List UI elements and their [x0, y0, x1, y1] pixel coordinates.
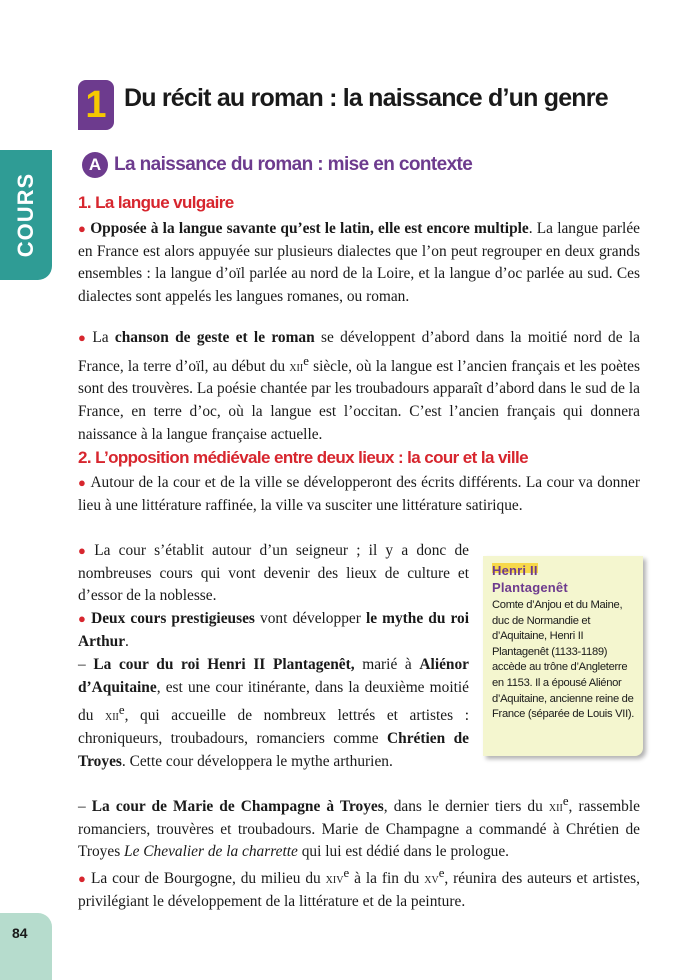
p1-text: . La langue parlée en France est alors appuyée sur plusieurs dialectes que l’on peut regrouper en deux grands ensembles : la langue d’oïl parlée au nord de la Loire, et la langue d’oc parlée au sud. Ces dialectes sont appelés les langues romanes, ou roman. — [78, 220, 640, 305]
p6-text3: , qui accueille de nombreux lettrés et artistes : chroniqueurs, troubadours, romanciers comme — [78, 707, 469, 747]
p6-dash: – — [78, 656, 94, 673]
section-letter: A — [88, 155, 102, 174]
paragraph-5 — [78, 608, 469, 653]
infobox-title-line1: Henri II — [492, 563, 538, 578]
p7-bold1: La cour de Marie de Champagne à Troyes — [91, 798, 384, 816]
p8-text1: La cour de Bourgogne, du milieu du — [90, 870, 326, 888]
bullet-icon: ● — [78, 543, 91, 558]
chapter-number: 1 — [85, 83, 107, 126]
p6-bold2: Aliénor d’Aquitaine — [78, 656, 470, 696]
page-number: 84 — [12, 925, 28, 941]
p8-sup2: e — [438, 866, 445, 880]
p8-century2: xv — [424, 871, 439, 888]
paragraph-2 — [78, 327, 640, 446]
section-title: La naissance du roman : mise en contexte — [114, 154, 473, 175]
infobox-text: Comte d’Anjou et du Maine, duc de Normandie et d’Aquitaine, Henri II Plantagenêt (1133-1189) accède au trône d’Angleterre en 1153. Il a épousé Aliénor d’Aquitaine, ancienne reine de France (séparée de Louis VII). — [492, 599, 635, 721]
paragraph-7 — [78, 790, 640, 864]
p2-text1: se développent d’abord dans la moitié nord de la France, la terre d’oïl, au début du — [78, 329, 640, 375]
p6-text4: . Cette cour développera le mythe arthurien. — [121, 752, 393, 770]
p6-century: xii — [104, 708, 119, 725]
p6-bold3: Chrétien de Troyes — [78, 729, 469, 770]
chapter-title: Du récit au roman : la naissance d’un genre — [124, 84, 608, 112]
section-letter-badge — [82, 152, 108, 178]
p5-text1: vont développer — [254, 610, 366, 627]
bullet-icon: ● — [78, 611, 88, 626]
page-number-tab — [0, 913, 52, 980]
p1-bold: Opposée à la langue savante qu’est le latin, elle est encore multiple — [90, 220, 529, 237]
p7-text1: , dans le dernier tiers du — [383, 798, 549, 816]
p2-text2: siècle, où la langue est l’ancien français et les poètes sont des trouvères. La poésie chantée par les troubadours apparaît d’abord dans le sud de la France, en terre d’oc, où la langue est l’occitan. C’est l’ancien français qui donnera naissance à la langue française actuelle. — [78, 357, 640, 443]
p2-bold: chanson de geste et le roman — [114, 329, 315, 346]
subsection-title-2: 2. L’opposition médiévale entre deux lieux : la cour et la ville — [78, 448, 529, 467]
p3-text: Autour de la cour et de la ville se développeront des écrits différents. La cour va donner lieu à une littérature raffinée, la ville va susciter une littérature satirique. — [78, 474, 640, 514]
subsection-title-1: 1. La langue vulgaire — [78, 193, 234, 212]
bullet-icon: ● — [78, 221, 87, 236]
paragraph-1 — [78, 218, 640, 308]
p6-text2: , est une cour itinérante, dans la deuxième moitié du — [78, 678, 469, 725]
infobox-title-line2: Plantagenêt — [492, 580, 568, 595]
p7-century: xii — [548, 799, 563, 816]
p8-text2: à la fin du — [349, 870, 425, 888]
bullet-icon: ● — [78, 871, 87, 887]
side-tab-label: COURS — [13, 172, 39, 258]
p7-sup: e — [562, 794, 569, 808]
p8-sup1: e — [343, 866, 350, 880]
chapter-number-badge — [78, 80, 114, 130]
p6-sup: e — [118, 703, 125, 718]
paragraph-8 — [78, 862, 640, 913]
bullet-icon: ● — [78, 330, 89, 345]
p6-text1: marié à — [354, 656, 420, 673]
p2-century: xii — [289, 358, 304, 375]
p5-text2: . — [125, 632, 129, 650]
p7-italic-title: Le Chevalier de la charrette — [124, 843, 298, 861]
p8-century1: xiv — [325, 871, 344, 888]
p5-bold2: le mythe du roi Arthur — [78, 610, 470, 650]
p2-sup: e — [303, 353, 309, 368]
infobox-henri-ii — [483, 556, 643, 756]
p7-text2: , rassemble romanciers, trouvères et troubadours. Marie de Champagne a commandé à Chrétien de Troyes — [78, 798, 640, 861]
paragraph-6 — [78, 654, 469, 773]
p6-bold1: La cour du roi Henri II Plantagenêt, — [93, 656, 355, 673]
side-tab-cours — [0, 150, 52, 280]
p7-text3: qui lui est dédié dans le prologue. — [297, 843, 510, 861]
p8-text3: , réunira des auteurs et artistes, privilégiant le développement de la littérature et de la peinture. — [78, 870, 640, 910]
p2-lead: La — [92, 329, 115, 346]
p7-dash: – — [78, 798, 92, 816]
p4-text: La cour s’établit autour d’un seigneur ; il y a donc de nombreuses cours qui vont devenir des lieux de culture et d’essor de la noblesse. — [78, 542, 469, 605]
paragraph-3 — [78, 472, 640, 517]
paragraph-4 — [78, 540, 469, 608]
infobox-title — [492, 562, 568, 596]
p5-bold1: Deux cours prestigieuses — [91, 610, 255, 627]
bullet-icon: ● — [78, 475, 87, 490]
